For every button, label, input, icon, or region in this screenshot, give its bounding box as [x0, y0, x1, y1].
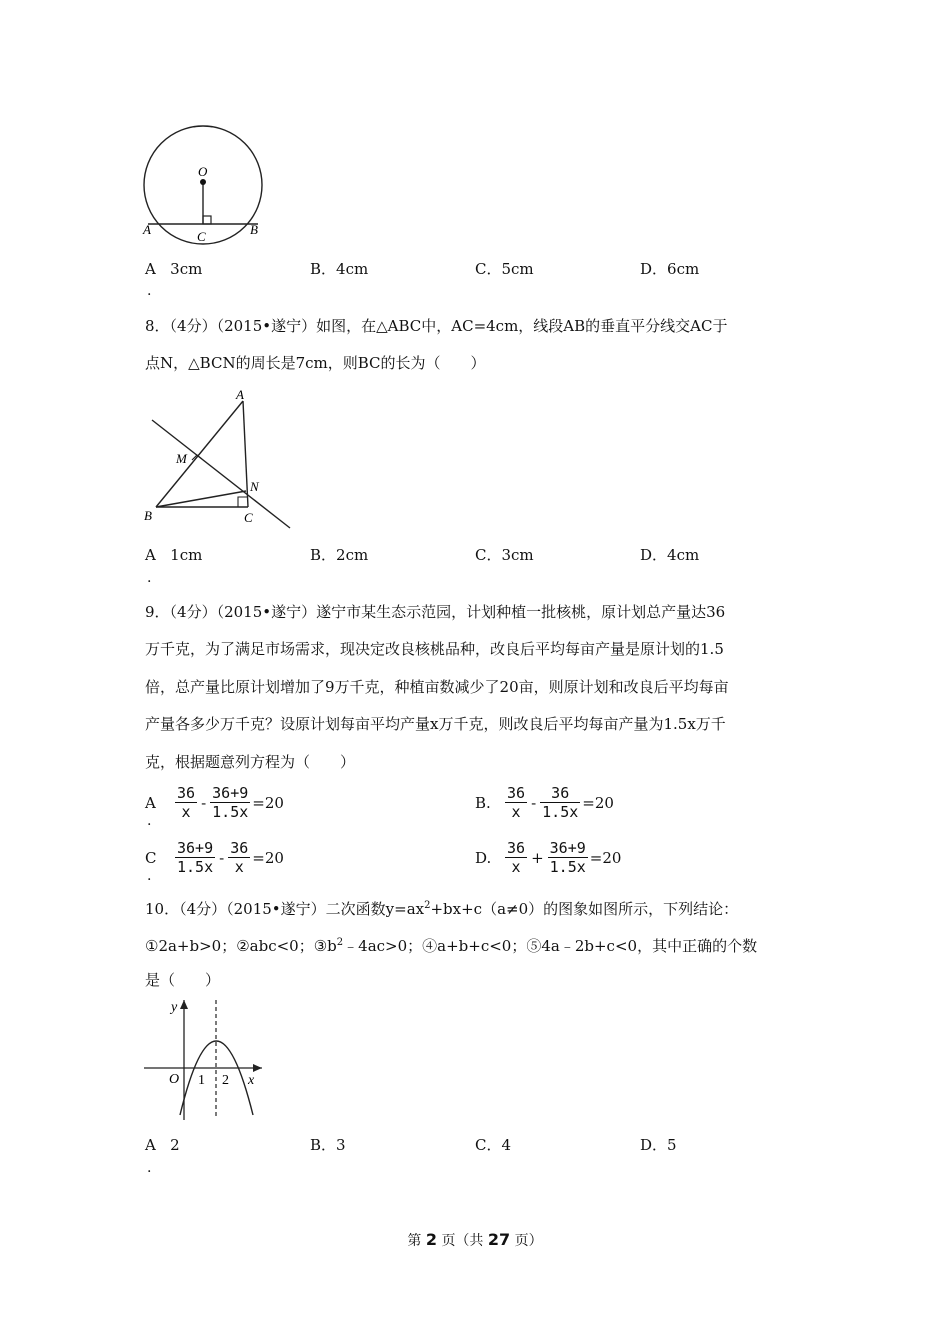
q9-text-line2: 万千克，为了满足市场需求，现决定改良核桃品种，改良后平均每亩产量是原计划的1.5	[145, 640, 724, 658]
fraction: $\frac{36}{x}$	[230, 839, 249, 876]
triangle-figure	[140, 385, 300, 535]
q10-option-d: D．5	[640, 1136, 677, 1154]
option-dot: .	[147, 813, 152, 829]
parabola-figure	[140, 995, 270, 1125]
q8-option-b: B．2cm	[310, 546, 369, 564]
fraction: $\frac{36+9}{1.5x}$	[549, 839, 586, 876]
q9-text-line5: 克，根据题意列方程为（ ）	[145, 753, 356, 771]
circle-figure	[138, 120, 273, 250]
fraction: $\frac{36}{x}$	[507, 784, 526, 821]
q9-option-b: B. $\frac{36}{x}$ - $\frac{36}{1.5x}$ =20	[475, 784, 614, 821]
label-c: C	[197, 229, 206, 244]
q8-option-c: C．3cm	[475, 546, 534, 564]
q8-option-a: A 1cm	[145, 546, 203, 564]
q9-option-d: D. $\frac{36}{x}$ + $\frac{36+9}{1.5x}$ =20	[475, 839, 622, 876]
fraction: $\frac{36}{x}$	[507, 839, 526, 876]
label-a: A	[236, 387, 244, 402]
label-n: N	[250, 479, 259, 494]
q10-option-a: A 2	[145, 1136, 180, 1154]
q10-option-b: B．3	[310, 1136, 346, 1154]
label-o: O	[198, 164, 208, 179]
q8-text-line1: 8．（4分）（2015•遂宁）如图，在△ABC中，AC=4cm，线段AB的垂直平分线交AC于	[145, 317, 728, 335]
fraction: $\frac{36}{1.5x}$	[542, 784, 579, 821]
page-total: 27	[487, 1230, 511, 1249]
page-footer: 第 2 页（共 27 页）	[407, 1230, 543, 1249]
label-2: 2	[222, 1073, 229, 1088]
option-dot: .	[147, 868, 152, 884]
q7-option-c: C．5cm	[475, 260, 534, 278]
q9-text-line3: 倍，总产量比原计划增加了9万千克，种植亩数减少了20亩，则原计划和改良后平均每亩	[145, 678, 729, 696]
label-1: 1	[198, 1073, 205, 1088]
label-c: C	[244, 510, 253, 525]
label-a: A	[143, 222, 151, 237]
fraction: $\frac{36}{x}$	[177, 784, 196, 821]
option-dot: .	[147, 1160, 152, 1176]
fraction: $\frac{36+9}{1.5x}$	[212, 784, 249, 821]
label-m: M	[176, 451, 187, 466]
q8-option-d: D．4cm	[640, 546, 700, 564]
q10-text-line3: 是（ ）	[145, 971, 221, 989]
label-o: O	[169, 1072, 180, 1087]
q8-text-line2: 点N，△BCN的周长是7cm，则BC的长为（ ）	[145, 354, 486, 372]
label-b: B	[250, 222, 258, 237]
option-dot: .	[147, 570, 152, 586]
fraction: $\frac{36+9}{1.5x}$	[177, 839, 214, 876]
q7-option-a: A 3cm	[145, 260, 203, 278]
label-b: B	[144, 508, 152, 523]
q9-text-line1: 9．（4分）（2015•遂宁）遂宁市某生态示范园，计划种植一批核桃，原计划总产量达36	[145, 603, 726, 621]
q7-option-d: D．6cm	[640, 260, 700, 278]
option-dot: .	[147, 283, 152, 299]
q10-text-line1: 10．（4分）（2015•遂宁）二次函数$y=ax^2+bx+c(a\ne 0)$的图象如图所示，下列结论：	[145, 900, 739, 918]
label-y: y	[171, 1000, 178, 1015]
label-x: x	[248, 1073, 255, 1088]
q9-option-c: C $\frac{36+9}{1.5x}$ - $\frac{36}{x}$ =20	[145, 839, 284, 876]
page-number: 2	[425, 1230, 437, 1249]
q10-option-c: C．4	[475, 1136, 512, 1154]
q10-text-line2: ①2a+b>0；②abc<0；$③b^2﹣4ac>0$；④a+b+c<0；⑤4a﹣2b+c<0，其中正确的个数	[145, 937, 758, 955]
q9-text-line4: 产量各多少万千克？设原计划每亩平均产量x万千克，则改良后平均每亩产量为1.5x万千	[145, 715, 726, 733]
q7-option-b: B．4cm	[310, 260, 369, 278]
q9-option-a: A $\frac{36}{x}$ - $\frac{36+9}{1.5x}$ =20	[145, 784, 284, 821]
